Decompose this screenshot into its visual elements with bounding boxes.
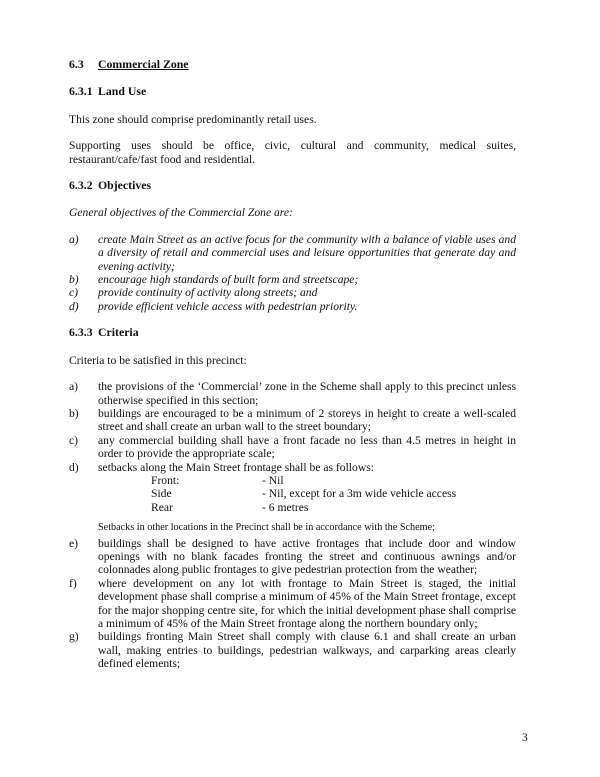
setback-value: - 6 metres <box>262 500 309 514</box>
list-item <box>69 286 516 299</box>
criteria-list <box>69 380 516 474</box>
list-text: buildings are encouraged to be a minimum of 2 storeys in height to create a well-scaled street and shall create an urban wall to the street boundary; <box>98 406 516 434</box>
setback-label: Side <box>151 487 172 501</box>
list-text: create Main Street as an active focus for the community with a balance of viable uses and a diversity of retail and commercial uses and leisure opportunities that generate day and evening activity; <box>98 232 516 273</box>
section-heading <box>69 58 516 71</box>
list-text: provide continuity of activity along streets; and <box>98 286 318 300</box>
section-title: Commercial Zone <box>98 57 189 71</box>
list-item <box>69 630 516 670</box>
list-item <box>69 461 516 474</box>
list-marker: c) <box>69 433 79 447</box>
list-marker: a) <box>69 232 79 246</box>
criteria-number: 6.3.3 <box>69 325 93 340</box>
setback-row <box>69 474 516 487</box>
list-text: buildings fronting Main Street shall comply with clause 6.1 and shall create an urban wall, making entries to buildings, pedestrian walkways, and carparking areas clearly defined elements; <box>98 630 516 671</box>
setback-label: Rear <box>151 500 173 514</box>
list-marker: d) <box>69 299 79 313</box>
list-item <box>69 537 516 577</box>
list-marker: e) <box>69 536 79 550</box>
list-marker: a) <box>69 380 79 394</box>
land-use-heading <box>69 85 516 98</box>
list-marker: b) <box>69 406 79 420</box>
page-number: 3 <box>522 731 528 744</box>
list-marker: c) <box>69 286 79 300</box>
list-marker: d) <box>69 460 79 474</box>
list-text: the provisions of the ‘Commercial’ zone in the Scheme shall apply to this precinct unless otherwise specified in this section; <box>98 380 516 407</box>
list-item <box>69 407 516 434</box>
criteria-list-continued <box>69 537 516 671</box>
setback-row <box>69 501 516 514</box>
criteria-heading <box>69 326 516 339</box>
list-text: encourage high standards of built form and streetscape; <box>98 273 359 287</box>
list-item <box>69 434 516 461</box>
criteria-title: Criteria <box>98 325 139 340</box>
setbacks-table <box>69 474 516 514</box>
setback-row <box>69 487 516 500</box>
list-item <box>69 300 516 313</box>
section-number: 6.3 <box>69 57 84 71</box>
list-item <box>69 577 516 631</box>
list-item <box>69 233 516 273</box>
objectives-number: 6.3.2 <box>69 178 93 193</box>
setback-value: - Nil <box>262 473 284 487</box>
list-marker: b) <box>69 273 79 287</box>
document-page <box>69 58 516 671</box>
list-text: any commercial building shall have a front facade no less than 4.5 metres in height in order to provide the appropriate scale; <box>98 433 516 461</box>
setback-label: Front: <box>151 473 180 487</box>
land-use-paragraph-2: Supporting uses should be office, civic, cultural and community, medical suites, restaurant/cafe/fast food and residential. <box>69 139 516 166</box>
list-text: where development on any lot with frontage to Main Street is staged, the initial development phase shall comprise a minimum of 45% of the Main Street frontage, except for the major shopping centre site, for which the initial development phase shall comprise a minimum of 45% of the Main Street frontage along the northern boundary only; <box>98 576 516 630</box>
land-use-number: 6.3.1 <box>69 84 93 99</box>
setback-value: - Nil, except for a 3m wide vehicle access <box>262 487 457 501</box>
list-marker: g) <box>69 630 79 644</box>
list-text: provide efficient vehicle access with pedestrian priority. <box>98 299 358 313</box>
objectives-heading <box>69 179 516 192</box>
list-text: buildings shall be designed to have active frontages that include door and window openings with no blank facades fronting the street and continuous awnings and/or colonnades along public frontages to give pedestrian protection from the weather; <box>98 536 516 577</box>
objectives-title: Objectives <box>98 178 152 193</box>
objectives-list <box>69 233 516 313</box>
land-use-title: Land Use <box>98 84 147 99</box>
list-marker: f) <box>69 576 77 590</box>
objectives-intro: General objectives of the Commercial Zone are: <box>69 206 293 220</box>
setbacks-note: Setbacks in other locations in the Precinct shall be in accordance with the Scheme; <box>98 522 435 534</box>
list-item <box>69 273 516 286</box>
list-item <box>69 380 516 407</box>
criteria-intro: Criteria to be satisfied in this precinct: <box>69 353 247 367</box>
land-use-paragraph-1: This zone should comprise predominantly retail uses. <box>69 112 317 126</box>
list-text: setbacks along the Main Street frontage shall be as follows: <box>98 460 374 474</box>
